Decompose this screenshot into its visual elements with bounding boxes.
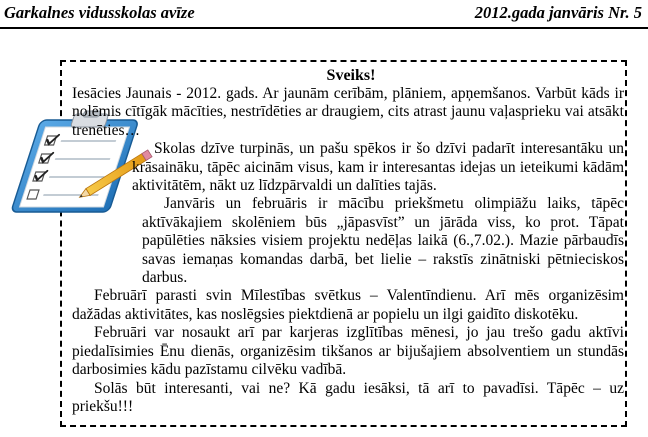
issue-info: 2012.gada janvāris Nr. 5 [474, 3, 642, 22]
newspaper-header [4, 1, 642, 25]
article-paragraph-1: Iesācies Jaunais - 2012. gads. Ar jaunām cerībām, plāniem, apņemšanos. Varbūt kāds ir nolēmis cītīgāk mācīties, nestrīdēties ar draugiem, cits atrast jaunu vaļasprieku vai atsākt trenēties… [72, 85, 624, 139]
newspaper-name: Garkalnes vidusskolas avīze [4, 3, 195, 22]
article-title: Sveiks! [326, 67, 376, 84]
article-paragraph-6: Solās būt interesanti, vai ne? Kā gadu iesāksi, tā arī to pavadīsi. Tāpēc – uz priekšu!!! [72, 379, 624, 415]
article-paragraph-5: Februāri var nosaukt arī par karjeras izglītības mēnesi, jo jau trešo gadu aktīvi piedalīsimies Ēnu dienās, organizēsim tikšanos ar bijušajiem absolventiem un stundās darbosimies kādu pazīstamu cilvēku vadībā. [72, 324, 624, 379]
article-paragraph-4: Februārī parasti svin Mīlestības svētkus – Valentīndienu. Arī mēs organizēsim dažādas aktivitātes, kas noslēgsies piektdienā ar popielu un ilgi gaidīto diskotēku. [72, 287, 624, 323]
article-paragraph-2: Skolas dzīve turpinās, un pašu spēkos ir šo dzīvi padarīt interesantāku un krāsaināku, tāpēc aicinām visus, kam ir interesantas idejas un ieteikumi kādām aktivitātēm, nākt uz līdzpārvaldi un dalīties tajās. [132, 140, 624, 195]
article-paragraph-3: Janvāris un februāris ir mācību priekšmetu olimpiāžu laiks, tāpēc aktīvākajiem skolēniem būs „jāpasvīst” un jārāda viss, ko prot. Tāpat papūlēties nāksies visiem projektu nedēļas laikā (6.,7.02.). Mazie pārbaudīs savas iemaņas komandas darbā, bet lielie – rakstīs zinātniski pētnieciskos darbus. [142, 195, 624, 287]
header-rule [0, 27, 648, 29]
article-body [72, 66, 624, 416]
